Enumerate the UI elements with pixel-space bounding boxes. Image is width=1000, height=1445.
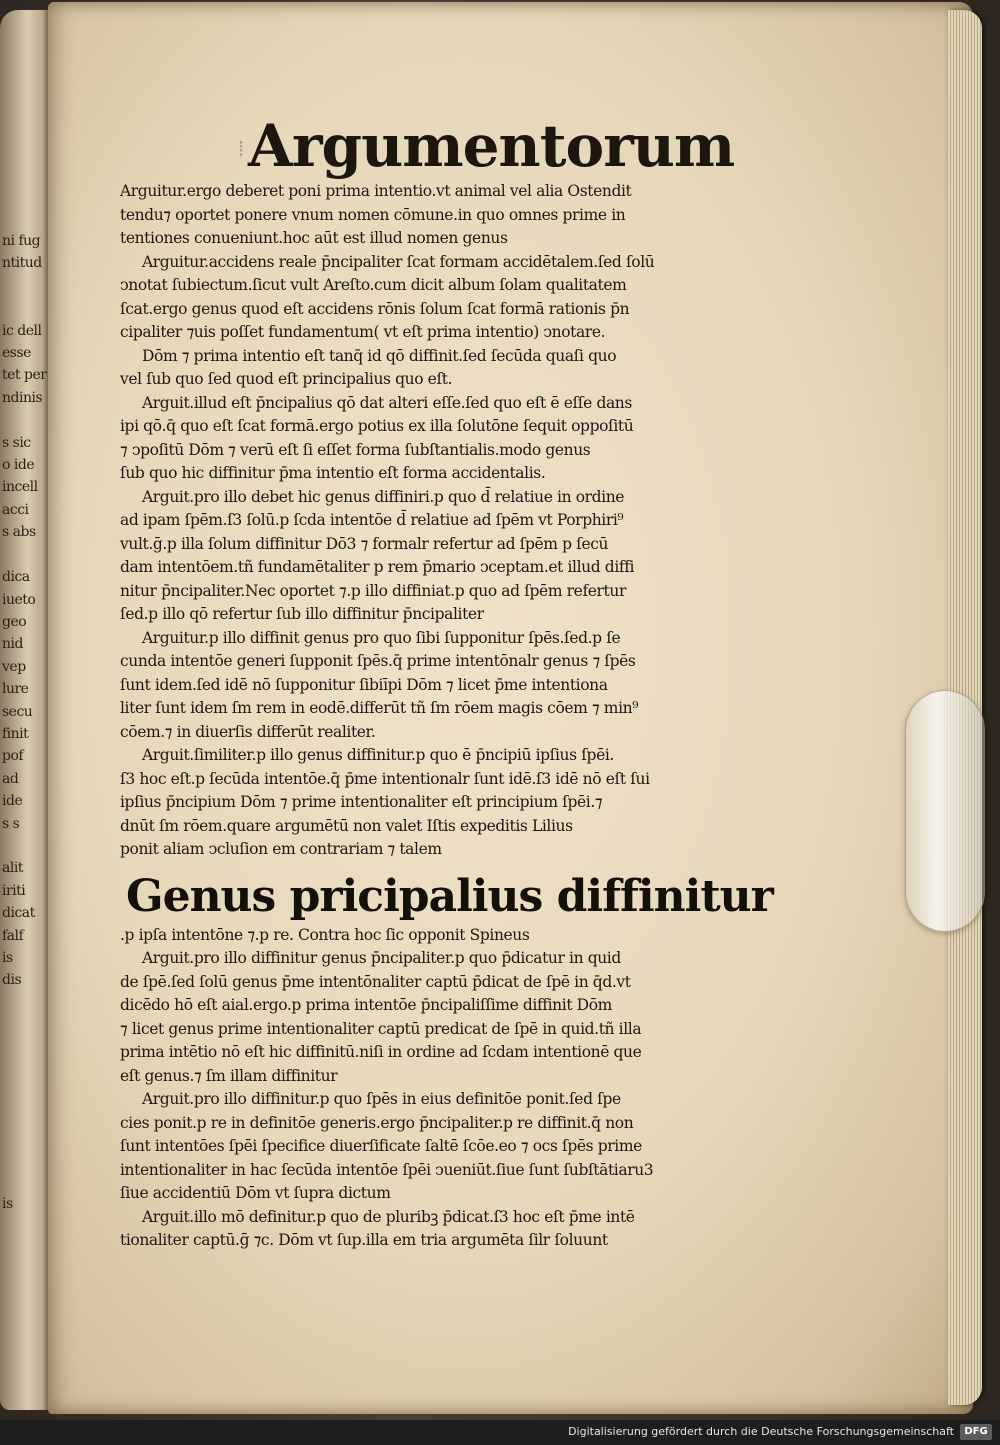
- text-line: ipi qō.q̄ quo eſt ſcat formā.ergo potius ex illa ſolutōne ſequit oppoſitū: [120, 417, 634, 435]
- left-page-fragment: s sic: [2, 434, 31, 451]
- text-line: .p ipſa intentōne ⁊.p re. Contra hoc ſic opponit Spineus: [120, 925, 530, 944]
- running-head-text: Argumentorum: [248, 112, 735, 180]
- left-page-fragment: [2, 1238, 48, 1260]
- text-line: Arguit.pro illo diffinitur.p quo ſpēs in eius definitōe ponit.ſed ſpe: [142, 1090, 621, 1108]
- left-page-fragment: dis: [2, 972, 22, 989]
- left-page-fragment: [2, 1171, 48, 1193]
- left-page-fragment: dica: [2, 569, 30, 586]
- left-page-fragment: ic dell: [2, 322, 42, 339]
- text-line: Arguit.ſimiliter.p illo genus diffinitur.p quo ē p̄ncipiū ipſius ſpēi.: [142, 746, 614, 764]
- text-line: ponit aliam ↄcluſion em contrariam ⁊ talem: [120, 840, 442, 858]
- left-page-text: [2, 230, 48, 1306]
- text-line: cipaliter ⁊uis poſſet fundamentum( vt eſt prima intentio) ↄnotare.: [120, 323, 606, 341]
- left-page-fragment: [2, 544, 48, 566]
- text-line: ſcat.ergo genus quod eſt accidens rōnis ſolum ſcat formā rationis p̄n: [120, 299, 630, 318]
- left-page-fragment: [2, 1081, 48, 1103]
- text-line: Arguitur.accidens reale p̄ncipaliter ſcat formam accidētalem.ſed ſolū: [142, 252, 655, 271]
- left-page-fragment: [2, 409, 48, 431]
- text-line: nitur p̄ncipaliter.Nec oportet ⁊.p illo diffiniat.p quo ad ſpēm refertur: [120, 581, 626, 600]
- left-page-fragment: [2, 275, 48, 297]
- text-line: dnūt ſm rōem.quare argumētū non valet Iſtis expeditis Lilius: [120, 816, 573, 835]
- left-page-fragment: acci: [2, 501, 29, 518]
- text-line: ⁊ ↄpoſitū Dōm ⁊ verū eſt ſi eſſet forma ſubſtantialis.modo genus: [120, 440, 591, 459]
- left-page-fragment: geo: [2, 613, 27, 630]
- text-line: tionaliter captū.ḡ ⁊c. Dōm vt ſup.illa em tria argumēta ſilr ſoluunt: [120, 1231, 608, 1249]
- left-page-fragment: o ide: [2, 457, 35, 474]
- left-page-fragment: is: [2, 1196, 13, 1213]
- text-line: Dōm ⁊ prima intentio eſt tanq̄ id qō diffinit.ſed ſecūda quaſi quo: [142, 346, 617, 365]
- left-page-fragment: [2, 1037, 48, 1059]
- left-page-fragment: [2, 835, 48, 857]
- text-line: ſub quo hic diffinitur p̄ma intentio eſt forma accidentalis.: [120, 464, 546, 482]
- text-line: ipſius p̄ncipium Dōm ⁊ prime intentionaliter eſt principium ſpēi.⁊: [120, 793, 603, 811]
- text-line: ſed.p illo qō refertur ſub illo diffinitur p̄ncipaliter: [120, 605, 484, 623]
- text-line: liter ſunt idem ſm rem in eodē.differūt tñ ſm rōem magis cōem ⁊ min⁹: [120, 699, 639, 717]
- page-clip: [905, 690, 985, 932]
- left-page-fragment: incell: [2, 479, 38, 496]
- text-line: ⁊ licet genus prime intentionaliter captū predicat de ſpē in quid.tñ illa: [120, 1019, 642, 1038]
- left-page-fragment: s s: [2, 815, 20, 832]
- left-page-fragment: [2, 1261, 48, 1283]
- running-head-mark: ⁞: [238, 137, 244, 162]
- left-page-fragment: [2, 1059, 48, 1081]
- left-page-fragment: ndinis: [2, 389, 43, 406]
- left-page-fragment: vep: [2, 658, 26, 675]
- footer-credit: Digitalisierung gefördert durch die Deutsche Forschungsgemeinschaft: [568, 1425, 954, 1438]
- left-page-fragment: [2, 297, 48, 319]
- left-page-fragment: [2, 1104, 48, 1126]
- left-page-fragment: s abs: [2, 524, 36, 541]
- text-line: Arguitur.p illo diffinit genus pro quo ſibi ſupponitur ſpēs.ſed.p ſe: [142, 628, 621, 647]
- left-page-fragment: [2, 992, 48, 1014]
- left-page-fragment: dicat: [2, 905, 35, 922]
- left-page-fragment: iriti: [2, 882, 26, 899]
- section-heading: Genus pricipalius diffinitur: [126, 870, 773, 922]
- text-line: ſunt idem.ſed idē nō ſupponitur ſibiīpi Dōm ⁊ licet p̄me intentiona: [120, 675, 608, 694]
- left-page-fragment: lure: [2, 681, 29, 698]
- text-line: prima intētio nō eſt hic diffinitū.niſi in ordine ad ſcdam intentionē que: [120, 1043, 642, 1061]
- text-line: ſunt intentōes ſpēi ſpecifice diuerſificate ſaltē ſcōe.eo ⁊ ocs ſpēs prime: [120, 1137, 642, 1155]
- left-page-fragment: pof: [2, 748, 24, 765]
- text-line: ſ3 hoc eſt.p ſecūda intentōe.q̄ p̄me intentionalr ſunt idē.ſ3 idē nō eſt ſui: [120, 769, 650, 788]
- text-line: vult.ḡ.p illa ſolum diffinitur Dō3 ⁊ formalr refertur ad ſpēm p ſecū: [120, 534, 609, 553]
- left-page-fragment: iueto: [2, 591, 36, 608]
- left-page-fragment: [2, 1216, 48, 1238]
- left-page-fragment: finit: [2, 725, 29, 742]
- text-line: cōem.⁊ in diuerſis differūt realiter.: [120, 722, 376, 741]
- left-page-fragment: ntitud: [2, 255, 42, 272]
- text-line: ↄnotat ſubiectum.ſicut vult Areſto.cum dicit album ſolam qualitatem: [120, 276, 627, 294]
- left-page-fragment: is: [2, 950, 13, 966]
- paragraph-block-1: [120, 180, 740, 862]
- text-line: ad ipam ſpēm.ſ3 ſolū.p ſcda intentōe d̄ relatiue ad ſpēm vt Porphiri⁹: [120, 511, 624, 529]
- left-page-fragment: ni fug: [2, 233, 41, 249]
- text-line: intentionaliter in hac ſecūda intentōe ſpēi ↄueniūt.ſiue ſunt ſubſtātiaru3: [120, 1160, 654, 1179]
- left-page-fragment: [2, 1014, 48, 1036]
- left-page-fragment: nid: [2, 636, 23, 653]
- left-page-fragment: esse: [2, 345, 31, 362]
- text-line: ſiue accidentiū Dōm vt ſupra dictum: [120, 1184, 391, 1202]
- footer-bar: [0, 1420, 1000, 1445]
- left-page-fragment: secu: [2, 703, 33, 720]
- running-head: [238, 112, 735, 180]
- left-page-edge: [0, 10, 50, 1410]
- text-line: cunda intentōe generi ſupponit ſpēs.q̄ prime intentōnalr genus ⁊ ſpēs: [120, 652, 636, 670]
- paragraph-block-2: [120, 924, 740, 1253]
- text-line: vel ſub quo ſed quod eſt principalius quo eſt.: [120, 370, 453, 388]
- text-line: de ſpē.ſed ſolū genus p̄me intentōnaliter captū p̄dicat de ſpē in q̄d.vt: [120, 972, 631, 991]
- text-line: eſt genus.⁊ ſm illam diffinitur: [120, 1066, 338, 1085]
- left-page-fragment: ad: [2, 770, 19, 787]
- text-line: Arguit.illo mō definitur.p quo de pluribꝫ p̄dicat.ſ3 hoc eſt p̄me intē: [142, 1207, 635, 1226]
- text-line: Arguit.pro illo diffinitur genus p̄ncipaliter.p quo p̄dicatur in quid: [142, 949, 621, 967]
- text-line: Arguit.pro illo debet hic genus diffiniri.p quo d̄ relatiue in ordine: [142, 487, 625, 506]
- text-line: Arguitur.ergo deberet poni prima intentio.vt animal vel alia Ostendit: [120, 182, 632, 200]
- text-line: tendu⁊ oportet ponere vnum nomen cōmune.in quo omnes prime in: [120, 205, 626, 224]
- left-page-fragment: ide: [2, 793, 23, 810]
- left-page-fragment: tet per: [2, 367, 47, 384]
- left-page-fragment: [2, 1126, 48, 1148]
- left-page-fragment: falf: [2, 927, 24, 944]
- left-page-fragment: [2, 1283, 48, 1305]
- left-page-fragment: [2, 1149, 48, 1171]
- text-line: dam intentōem.tñ fundamētaliter p rem p̄mario ↄceptam.et illud diffi: [120, 558, 635, 576]
- text-block: [120, 180, 773, 1253]
- text-line: tentiones conueniunt.hoc aūt est illud nomen genus: [120, 229, 508, 247]
- text-line: dicēdo hō eſt aial.ergo.p prima intentōe p̄ncipaliſſime diffinit Dōm: [120, 996, 612, 1014]
- text-line: cies ponit.p re in definitōe generis.ergo p̄ncipaliter.p re diffinit.q̄ non: [120, 1113, 634, 1132]
- left-page-fragment: alit: [2, 860, 23, 877]
- text-line: Arguit.illud eſt p̄ncipalius qō dat alteri eſſe.ſed quo eſt ē eſſe dans: [142, 393, 632, 412]
- dfg-logo: DFG: [960, 1424, 992, 1440]
